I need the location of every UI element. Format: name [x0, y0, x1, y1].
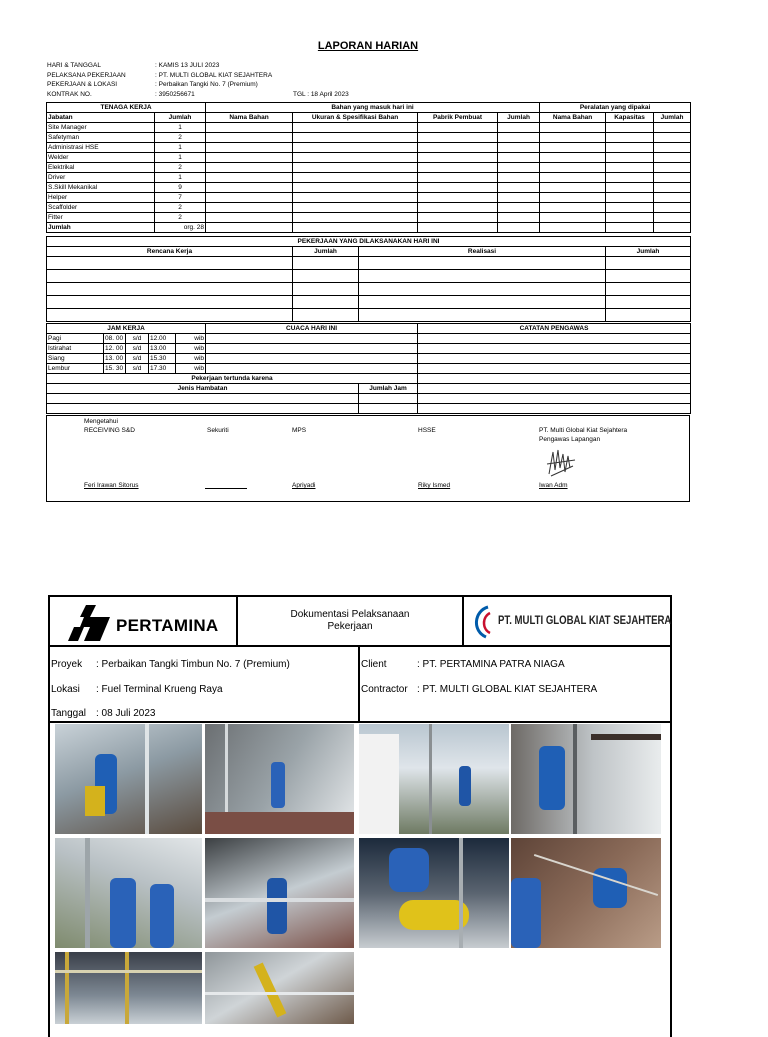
worker-jabatan: S.Skill Mekanikal [47, 183, 155, 193]
empty-cell [654, 203, 691, 213]
pekerjaan-title: PEKERJAAN YANG DILAKSANAKAN HARI INI [47, 237, 691, 247]
empty-cell [206, 203, 293, 213]
empty-cell [293, 133, 418, 143]
empty-cell [606, 143, 654, 153]
jumlah-jam: Jumlah Jam [359, 384, 418, 394]
empty-cell [654, 123, 691, 133]
work-photo [205, 724, 354, 834]
empty-cell [293, 153, 418, 163]
jam-row [47, 364, 691, 374]
jam-sd: s/d [126, 364, 149, 374]
jam-start: 08. 00 [104, 334, 126, 344]
empty-cell [498, 153, 540, 163]
empty-cell [293, 143, 418, 153]
empty-cell [206, 334, 418, 344]
empty-cell [606, 193, 654, 203]
col-nama-bahan: Nama Bahan [206, 113, 293, 123]
jam-kerja-table [46, 323, 691, 414]
signature-mark [543, 446, 579, 482]
empty-cell [418, 344, 691, 354]
col-jumlah-alat: Jumlah [654, 113, 691, 123]
col-nama-alat: Nama Bahan [540, 113, 606, 123]
contractor-label: PT. Multi Global Kiat Sejahtera [539, 427, 628, 434]
section-tenaga-kerja: TENAGA KERJA [47, 103, 206, 113]
pertamina-logo-cell [50, 597, 238, 647]
contractor-value: : PT. MULTI GLOBAL KIAT SEJAHTERA [417, 684, 598, 695]
jam-kerja-title: JAM KERJA [47, 324, 206, 334]
empty-cell [418, 213, 498, 223]
work-photo [205, 838, 354, 948]
empty-cell [418, 133, 498, 143]
jam-unit: wib [176, 334, 206, 344]
header-value: : 3950256671 [155, 90, 195, 98]
empty-cell [498, 203, 540, 213]
worker-jumlah: 1 [155, 153, 206, 163]
col-jumlah-bahan: Jumlah [498, 113, 540, 123]
worker-row [47, 203, 691, 213]
header-value: : Perbaikan Tangki No. 7 (Premium) [155, 81, 258, 88]
worker-row [47, 173, 691, 183]
report-header-labels [47, 61, 126, 99]
work-photo [205, 952, 354, 1024]
empty-cell [606, 133, 654, 143]
empty-cell [418, 364, 691, 374]
jam-sd: s/d [126, 354, 149, 364]
empty-cell [540, 213, 606, 223]
empty-cell [606, 183, 654, 193]
empty-cell [498, 213, 540, 223]
hsse-label: HSSE [418, 427, 436, 434]
mgks-logo-cell [464, 597, 670, 647]
header-label: PEKERJAAN & LOKASI [47, 81, 118, 88]
empty-cell [418, 123, 498, 133]
worker-jumlah: 1 [155, 143, 206, 153]
client-label: Client [361, 659, 387, 670]
empty-cell [606, 173, 654, 183]
empty-cell [540, 183, 606, 193]
worker-jabatan: Helper [47, 193, 155, 203]
worker-jabatan: Administrasi HSE [47, 143, 155, 153]
worker-jabatan: Driver [47, 173, 155, 183]
jam-name: Pagi [47, 334, 104, 344]
empty-cell [498, 183, 540, 193]
empty-cell [418, 334, 691, 344]
empty-cell [418, 163, 498, 173]
pertamina-logo-icon [64, 603, 112, 643]
empty-cell [540, 153, 606, 163]
worker-jumlah: 2 [155, 163, 206, 173]
empty-cell [206, 344, 418, 354]
jam-unit: wib [176, 344, 206, 354]
empty-cell [540, 203, 606, 213]
client-info [360, 647, 670, 723]
jam-row [47, 344, 691, 354]
worker-jumlah: 2 [155, 133, 206, 143]
client-value: : PT. PERTAMINA PATRA NIAGA [417, 659, 565, 670]
report-title: LAPORAN HARIAN [317, 40, 419, 52]
empty-cell [540, 123, 606, 133]
signer-name: Iwan Adm [539, 482, 568, 489]
jam-unit: wib [176, 364, 206, 374]
pertamina-logo-text: PERTAMINA [116, 616, 219, 635]
empty-cell [418, 203, 498, 213]
work-photo [511, 724, 661, 834]
empty-cell [606, 153, 654, 163]
empty-cell [498, 133, 540, 143]
empty-cell [654, 163, 691, 173]
lokasi-value: : Fuel Terminal Krueng Raya [96, 684, 223, 695]
empty-cell [418, 183, 498, 193]
catatan-title: CATATAN PENGAWAS [418, 324, 691, 334]
worker-row [47, 143, 691, 153]
work-photo [55, 838, 202, 948]
empty-cell [654, 143, 691, 153]
proyek-label: Proyek [51, 659, 83, 670]
empty-cell [293, 163, 418, 173]
tanggal-value: : 08 Juli 2023 [96, 708, 156, 719]
empty-cell [654, 133, 691, 143]
receiving-label: RECEIVING S&D [84, 427, 135, 434]
sekuriti-label: Sekuriti [207, 427, 229, 434]
jam-row [47, 354, 691, 364]
worker-jumlah: 2 [155, 213, 206, 223]
empty-cell [498, 143, 540, 153]
empty-cell [498, 163, 540, 173]
worker-rows [47, 123, 691, 223]
worker-jumlah: 1 [155, 173, 206, 183]
jam-name: Istirahat [47, 344, 104, 354]
pengawas-label: Pengawas Lapangan [539, 436, 601, 443]
jam-unit: wib [176, 354, 206, 364]
empty-cell [540, 193, 606, 203]
empty-cell [498, 193, 540, 203]
jam-sd: s/d [126, 344, 149, 354]
jam-end: 12.00 [149, 334, 176, 344]
jam-end: 13.00 [149, 344, 176, 354]
worker-jabatan: Welder [47, 153, 155, 163]
mengetahui-label: Mengetahui [84, 418, 118, 425]
jam-end: 15.30 [149, 354, 176, 364]
mgks-logo-text: PT. MULTI GLOBAL KIAT SEJAHTERA [498, 613, 672, 627]
empty-cell [293, 123, 418, 133]
jam-name: Siang [47, 354, 104, 364]
worker-row [47, 163, 691, 173]
work-photo [511, 838, 661, 948]
empty-cell [654, 173, 691, 183]
empty-cell [540, 133, 606, 143]
pekerjaan-table [46, 236, 691, 322]
empty-cell [206, 133, 293, 143]
empty-cell [418, 354, 691, 364]
empty-cell [206, 143, 293, 153]
header-label: KONTRAK NO. [47, 90, 92, 98]
worker-jumlah: 2 [155, 203, 206, 213]
jam-row [47, 334, 691, 344]
empty-cell [606, 203, 654, 213]
col-pabrik: Pabrik Pembuat [418, 113, 498, 123]
col-jumlah-rencana: Jumlah [293, 247, 359, 257]
mgks-logo-icon [470, 603, 496, 641]
empty-cell [206, 153, 293, 163]
jam-start: 13. 00 [104, 354, 126, 364]
jam-rows [47, 334, 691, 374]
empty-cell [654, 213, 691, 223]
signer-name: Riky Ismed [418, 482, 451, 489]
section-bahan: Bahan yang masuk hari ini [206, 103, 540, 113]
empty-cell [540, 163, 606, 173]
signature-line [205, 488, 247, 489]
work-photo [359, 724, 509, 834]
worker-jabatan: Safetyman [47, 133, 155, 143]
empty-cell [206, 193, 293, 203]
empty-cell [654, 153, 691, 163]
empty-cell [206, 123, 293, 133]
empty-cell [293, 213, 418, 223]
worker-row [47, 213, 691, 223]
empty-cell [540, 143, 606, 153]
doc-title: Dokumentasi Pelaksanaan Pekerjaan [290, 609, 410, 632]
empty-cell [654, 183, 691, 193]
empty-cell [606, 163, 654, 173]
worker-row [47, 123, 691, 133]
worker-row [47, 153, 691, 163]
signature-box [46, 415, 690, 502]
worker-jabatan: Elektrikal [47, 163, 155, 173]
signer-name: Feri Irawan Sitorus [84, 482, 139, 489]
col-jabatan: Jabatan [47, 113, 155, 123]
jam-name: Lembur [47, 364, 104, 374]
contractor-label: Contractor [361, 684, 408, 695]
section-peralatan: Peralatan yang dipakai [540, 103, 691, 113]
empty-cell [418, 143, 498, 153]
worker-jabatan: Fitter [47, 213, 155, 223]
worker-row [47, 133, 691, 143]
col-realisasi: Realisasi [359, 247, 606, 257]
workers-table [46, 102, 691, 233]
empty-cell [606, 213, 654, 223]
empty-cell [293, 173, 418, 183]
empty-cell [418, 173, 498, 183]
tanggal-label: Tanggal [51, 708, 87, 719]
empty-cell [606, 123, 654, 133]
work-photo [55, 724, 202, 834]
doc-title-cell [238, 597, 464, 647]
empty-cell [654, 193, 691, 203]
jam-start: 12. 00 [104, 344, 126, 354]
total-label: Jumlah [47, 223, 155, 233]
col-rencana: Rencana Kerja [47, 247, 293, 257]
project-info [50, 647, 360, 723]
report-tgl: TGL : 18 April 2023 [293, 90, 349, 98]
header-value: : KAMIS 13 JULI 2023 [155, 62, 220, 69]
worker-jumlah: 1 [155, 123, 206, 133]
empty-cell [418, 193, 498, 203]
jam-start: 15. 30 [104, 364, 126, 374]
cuaca-title: CUACA HARI INI [206, 324, 418, 334]
empty-cell [206, 213, 293, 223]
worker-jumlah: 7 [155, 193, 206, 203]
proyek-value: : Perbaikan Tangki Timbun No. 7 (Premium) [96, 659, 290, 670]
empty-cell [293, 203, 418, 213]
tertunda-title: Pekerjaan tertunda karena [47, 374, 418, 384]
empty-cell [540, 173, 606, 183]
empty-cell [498, 173, 540, 183]
empty-cell [206, 183, 293, 193]
col-jumlah-realisasi: Jumlah [606, 247, 691, 257]
col-kapasitas: Kapasitas [606, 113, 654, 123]
header-value: : PT. MULTI GLOBAL KIAT SEJAHTERA [155, 71, 273, 79]
mps-label: MPS [292, 427, 307, 434]
total-value: org. 28 [155, 223, 206, 233]
jam-sd: s/d [126, 334, 149, 344]
lokasi-label: Lokasi [51, 684, 80, 695]
worker-jumlah: 9 [155, 183, 206, 193]
empty-cell [293, 193, 418, 203]
report-header-values [155, 61, 272, 99]
empty-cell [293, 183, 418, 193]
empty-cell [206, 354, 418, 364]
col-ukuran: Ukuran & Spesifikasi Bahan [293, 113, 418, 123]
empty-cell [418, 153, 498, 163]
jenis-hambatan: Jenis Hambatan [47, 384, 359, 394]
col-jumlah: Jumlah [155, 113, 206, 123]
jam-end: 17.30 [149, 364, 176, 374]
work-photo [359, 838, 509, 948]
empty-cell [206, 364, 418, 374]
worker-row [47, 183, 691, 193]
header-label: PELAKSANA PEKERJAAN [47, 71, 126, 79]
empty-cell [498, 123, 540, 133]
worker-jabatan: Site Manager [47, 123, 155, 133]
signer-name: Apriyadi [292, 482, 316, 489]
worker-jabatan: Scaffolder [47, 203, 155, 213]
empty-cell [206, 163, 293, 173]
work-photo [55, 952, 202, 1024]
worker-row [47, 193, 691, 203]
header-label: HARI & TANGGAL [47, 62, 101, 69]
empty-cell [206, 173, 293, 183]
